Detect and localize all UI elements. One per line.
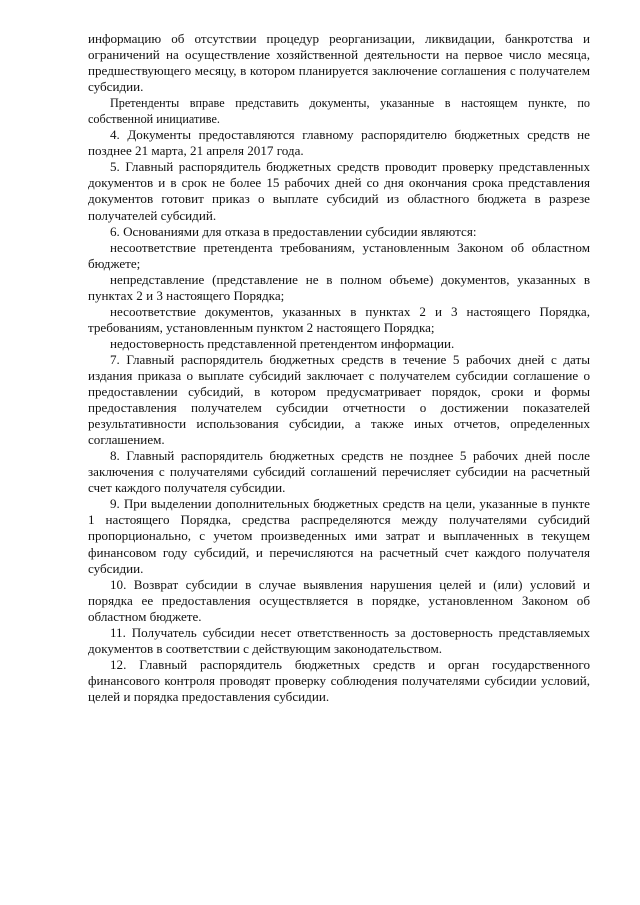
document-body: [88, 31, 590, 705]
paragraph-refusal-reason-4: недостоверность представленной претендентом информации.: [110, 335, 455, 351]
paragraph-item-10: 10. Возврат субсидии в случае выявления нарушения целей и (или) условий и порядка ее предоставления осуществляется в порядке, установленном Законом об областном бюджете.: [88, 576, 590, 624]
paragraph-item-7: 7. Главный распорядитель бюджетных средств в течение 5 рабочих дней с даты издания приказа о выплате субсидий заключает с получателем субсидии соглашение о предоставлении субсидий, в котором предусматривает порядок, сроки и формы предоставления получателем субсидии отчетности о достижении показателей результативности использования субсидии, а также иных отчетов, определенных соглашением.: [88, 351, 590, 448]
paragraph-own-initiative: Претенденты вправе представить документы, указанные в настоящем пункте, по собственной инициативе.: [88, 96, 590, 127]
paragraph-item-5: 5. Главный распорядитель бюджетных средств проводит проверку представленных документов и в срок не более 15 рабочих дней со дня окончания срока представления документов готовит приказ о выплате субсидий из областного бюджета в разрезе получателей субсидий.: [88, 159, 590, 223]
paragraph-item-8: 8. Главный распорядитель бюджетных средств не позднее 5 рабочих дней после заключения с получателями субсидий соглашений перечисляет субсидии на расчетный счет каждого получателя субсидии.: [88, 448, 590, 496]
paragraph-item-12: 12. Главный распорядитель бюджетных средств и орган государственного финансового контроля проводят проверку соблюдения получателями субсидии условий, целей и порядка предоставления субсидии.: [88, 656, 590, 704]
paragraph-refusal-reason-2: непредставление (представление не в полном объеме) документов, указанных в пунктах 2 и 3 настоящего Порядка;: [88, 271, 590, 303]
paragraph-item-4: 4. Документы предоставляются главному распорядителю бюджетных средств не позднее 21 марта, 21 апреля 2017 года.: [88, 127, 590, 159]
paragraph-continuation: информацию об отсутствии процедур реорганизации, ликвидации, банкротства и ограничений на осуществление хозяйственной деятельности на первое число месяца, предшествующего месяцу, в котором планируется заключение соглашения с получателем субсидии.: [88, 31, 590, 95]
paragraph-item-6: 6. Основаниями для отказа в предоставлении субсидии являются:: [110, 223, 477, 239]
paragraph-item-11: 11. Получатель субсидии несет ответственность за достоверность представляемых документов в соответствии с действующим законодательством.: [88, 624, 590, 656]
paragraph-refusal-reason-3: несоответствие документов, указанных в пунктах 2 и 3 настоящего Порядка, требованиям, установленным пунктом 2 настоящего Порядка;: [88, 303, 590, 335]
paragraph-refusal-reason-1: несоответствие претендента требованиям, установленным Законом об областном бюджете;: [88, 239, 590, 271]
paragraph-item-9: 9. При выделении дополнительных бюджетных средств на цели, указанные в пункте 1 настоящего Порядка, средства распределяются между получателями субсидий пропорционально, с учетом произведенных ими затрат и выплаченных в текущем финансовом году субсидий, и перечисляются на расчетный счет каждого получателя субсидии.: [88, 496, 590, 576]
